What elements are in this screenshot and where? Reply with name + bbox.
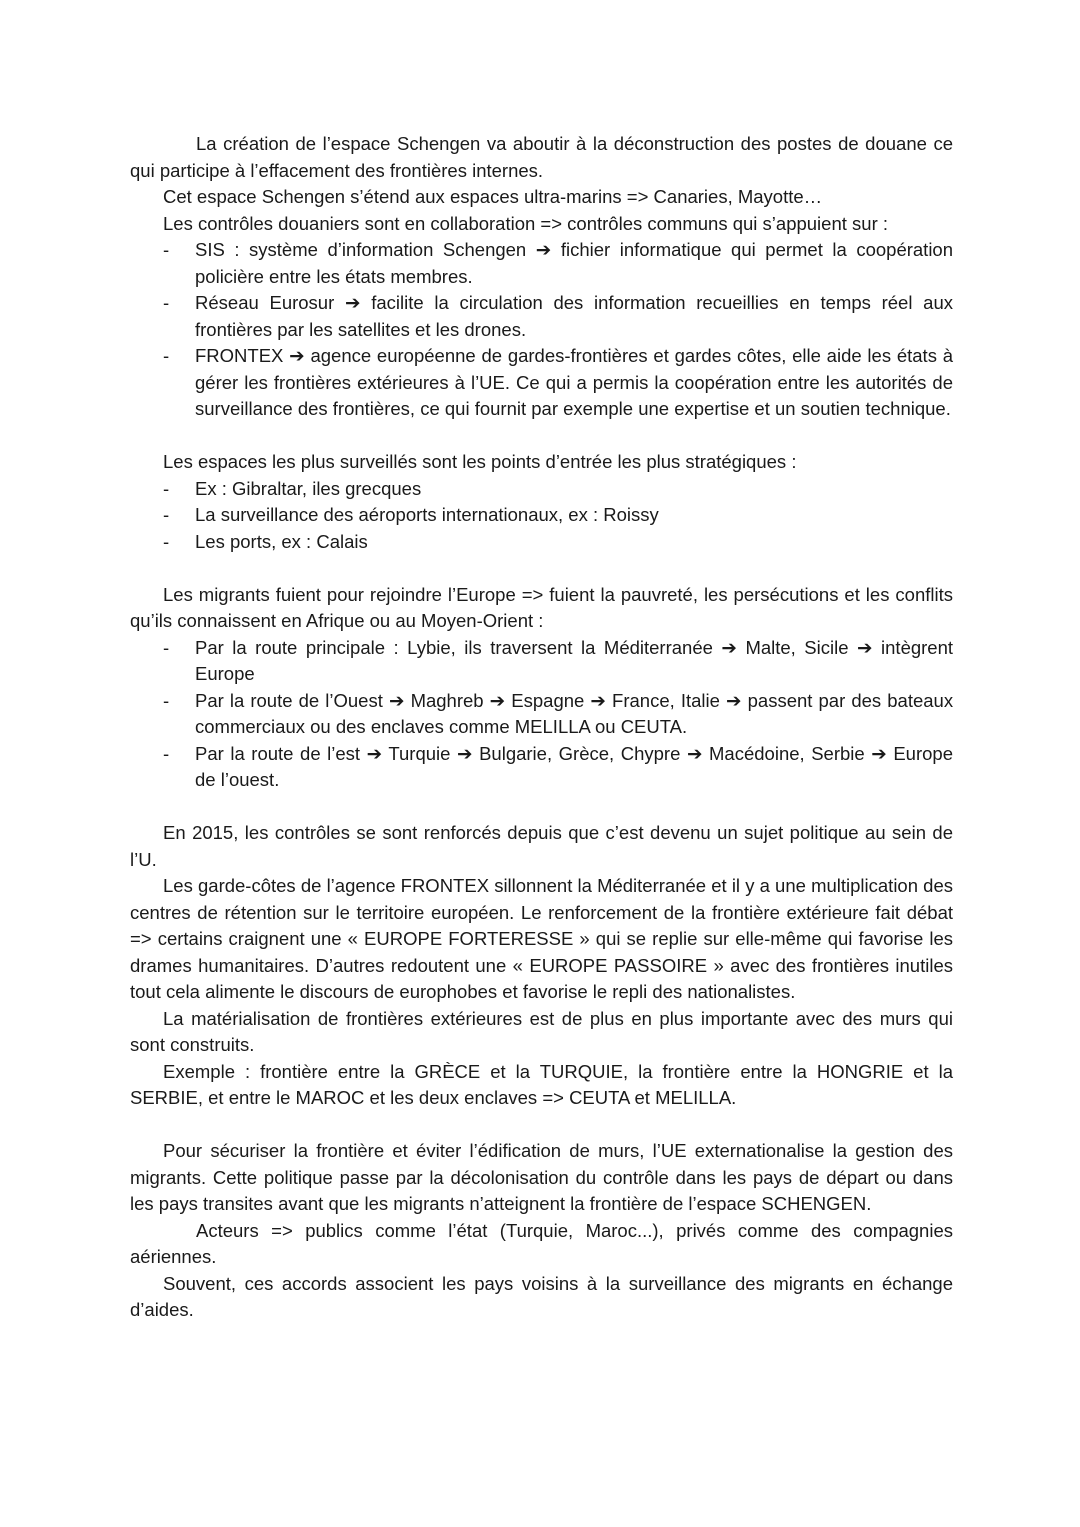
- item-term: FRONTEX: [195, 345, 284, 366]
- route-step: Bulgarie, Grèce, Chypre: [479, 742, 681, 764]
- route-step: Par la route principale : Lybie, ils traversent la Méditerranée: [195, 636, 713, 658]
- paragraph: Les garde-côtes de l’agence FRONTEX sillonnent la Méditerranée et il y a une multiplication des centres de rétention sur le territoire européen. Le renforcement de la frontière extérieure fait débat => certains craignent une « EUROPE FORTERESSE » qui se replie sur elle-même qui favorise les drames humanitaires. D’autres redoutent une « EUROPE PASSOIRE » avec des frontières inutiles tout cela alimente le discours de europhobes et favorise le repli des nationalistes.: [130, 875, 953, 1002]
- item-text: agence européenne de gardes-frontières et gardes côtes, elle aide les états à gérer les frontières extérieures à l’UE. Ce qui a permis la coopération entre les autorités de surveillance des frontières, ce qui fournit par exemple une expertise et un soutien technique.: [195, 345, 954, 419]
- arrow-icon: ➔: [590, 689, 606, 711]
- arrow-icon: ➔: [489, 689, 506, 711]
- route-step: passent par des bateaux commerciaux ou des enclaves comme MELILLA ou CEUTA.: [195, 689, 954, 737]
- list-item: [130, 741, 953, 794]
- list-item: [130, 237, 953, 290]
- arrow-icon: ➔: [726, 689, 742, 711]
- list-item: [130, 688, 953, 741]
- arrow-icon: ➔: [721, 636, 737, 658]
- surveillance-list: [130, 476, 953, 556]
- paragraph: La création de l’espace Schengen va aboutir à la déconstruction des postes de douane ce qui participe à l’effacement des frontières internes.: [130, 133, 953, 181]
- item-text: fichier informatique qui permet la coopération policière entre les états membres.: [195, 239, 954, 287]
- route-step: Europe de l’ouest.: [195, 742, 953, 790]
- paragraph: Acteurs => publics comme l’état (Turquie, Maroc...), privés comme des compagnies aériennes.: [130, 1219, 953, 1267]
- route-step: Turquie: [388, 742, 451, 764]
- list-item: - La surveillance des aéroports internationaux, ex : Roissy: [130, 502, 953, 529]
- item-text: facilite la circulation des information recueillies en temps réel aux frontières par les satellites et les drones.: [195, 292, 953, 340]
- arrow-icon: ➔: [686, 742, 703, 764]
- list-item: [130, 343, 953, 423]
- item-term: SIS : système d’information Schengen: [195, 239, 527, 260]
- route-step: France, Italie: [612, 689, 720, 711]
- paragraph: Les contrôles douaniers sont en collaboration => contrôles communs qui s’appuient sur :: [163, 212, 889, 234]
- paragraph: Cet espace Schengen s’étend aux espaces ultra-marins => Canaries, Mayotte…: [163, 186, 823, 207]
- paragraph: La matérialisation de frontières extérieures est de plus en plus importante avec des murs qui sont construits.: [130, 1007, 953, 1055]
- arrow-icon: ➔: [871, 742, 887, 764]
- list-item: [130, 635, 953, 688]
- paragraph: Pour sécuriser la frontière et éviter l’édification de murs, l’UE externationalise la gestion des migrants. Cette politique passe par la décolonisation du contrôle dans les pays de départ ou dans les pays transites avant que les migrants n’atteignent la frontière de l’espace SCHENGEN.: [130, 1140, 953, 1214]
- arrow-icon: ➔: [289, 345, 305, 366]
- arrow-icon: ➔: [388, 689, 405, 711]
- list-item: - Les ports, ex : Calais: [130, 529, 953, 556]
- arrow-icon: ➔: [344, 292, 361, 313]
- arrow-icon: ➔: [857, 636, 873, 658]
- item-term: Réseau Eurosur: [195, 292, 335, 313]
- document-page: [130, 131, 953, 1324]
- route-step: Malte, Sicile: [745, 636, 849, 658]
- route-step: Par la route de l’Ouest: [195, 689, 383, 711]
- arrow-icon: ➔: [457, 742, 473, 764]
- route-step: Maghreb: [410, 689, 484, 711]
- list-item: - Ex : Gibraltar, iles grecques: [130, 476, 953, 503]
- arrow-icon: ➔: [366, 742, 383, 764]
- arrow-icon: ➔: [535, 239, 552, 260]
- route-step: Espagne: [511, 689, 585, 711]
- paragraph: Souvent, ces accords associent les pays voisins à la surveillance des migrants en échange d’aides.: [130, 1272, 953, 1320]
- route-step: intègrent Europe: [195, 636, 954, 684]
- route-step: Macédoine, Serbie: [709, 742, 865, 764]
- paragraph: Exemple : frontière entre la GRÈCE et la TURQUIE, la frontière entre la HONGRIE et la SERBIE, et entre le MAROC et les deux enclaves => CEUTA et MELILLA.: [130, 1060, 953, 1108]
- paragraph: En 2015, les contrôles se sont renforcés depuis que c’est devenu un sujet politique au sein de l’U.: [130, 822, 953, 870]
- paragraph: Les migrants fuient pour rejoindre l’Europe => fuient la pauvreté, les persécutions et les conflits qu’ils connaissent en Afrique ou au Moyen-Orient :: [130, 583, 953, 631]
- route-step: Par la route de l’est: [195, 742, 361, 764]
- paragraph: Les espaces les plus surveillés sont les points d’entrée les plus stratégiques :: [163, 451, 797, 472]
- list-item: [130, 290, 953, 343]
- routes-list: [130, 635, 953, 794]
- control-list: [130, 237, 953, 423]
